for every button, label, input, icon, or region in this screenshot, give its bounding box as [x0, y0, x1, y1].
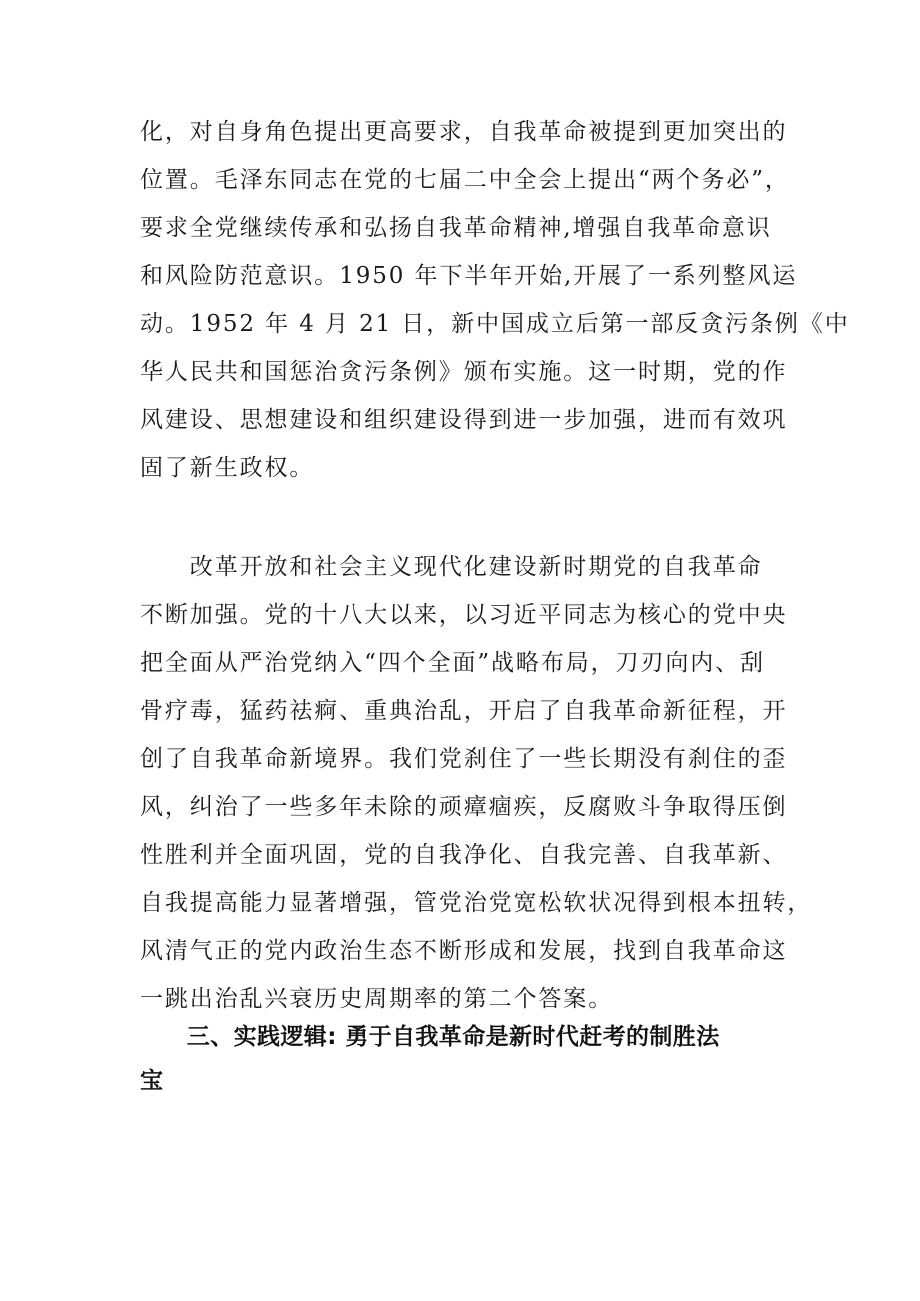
text-line: 把全面从严治党纳入“四个全面”战略布局，刀刃向内、刮	[140, 650, 765, 676]
text-line: 华人民共和国惩治贪污条例》颁布实施。这一时期，党的作	[140, 359, 788, 385]
heading-line: 宝	[140, 1068, 164, 1094]
text-line: 和风险防范意识。1950 年下半年开始,开展了一系列整风运	[140, 263, 798, 289]
text-line: 创了自我革命新境界。我们党刹住了一些长期没有刹住的歪	[140, 746, 788, 772]
section-heading	[140, 1015, 790, 1103]
heading-line: 三、实践逻辑: 勇于自我革命是新时代赶考的制胜法	[140, 1024, 720, 1050]
text-line: 自我提高能力显著增强，管党治党宽松软状况得到根本扭转，	[140, 890, 813, 916]
text-line: 不断加强。党的十八大以来，以习近平同志为核心的党中央	[140, 602, 788, 628]
text-line: 动。1952 年 4 月 21 日，新中国成立后第一部反贪污条例《中	[140, 311, 850, 337]
text-line: 改革开放和社会主义现代化建设新时期党的自我革命	[140, 554, 763, 580]
paragraph-reform-era	[140, 543, 813, 1023]
text-line: 位置。毛泽东同志在党的七届二中全会上提出“两个务必”，	[140, 167, 790, 193]
text-line: 固了新生政权。	[140, 455, 315, 481]
text-line: 性胜利并全面巩固，党的自我净化、自我完善、自我革新、	[140, 842, 788, 868]
text-line: 风，纠治了一些多年未除的顽瘴痼疾，反腐败斗争取得压倒	[140, 794, 788, 820]
text-line: 要求全党继续传承和弘扬自我革命精神,增强自我革命意识	[140, 215, 772, 241]
paragraph-early-prc	[140, 108, 850, 492]
text-line: 骨疗毒，猛药祛痾、重典治乱，开启了自我革命新征程，开	[140, 698, 788, 724]
text-line: 风建设、思想建设和组织建设得到进一步加强，进而有效巩	[140, 407, 788, 433]
text-line: 一跳出治乱兴衰历史周期率的第二个答案。	[140, 986, 614, 1012]
text-line: 化，对自身角色提出更高要求，自我革命被提到更加突出的	[140, 119, 788, 145]
text-line: 风清气正的党内政治生态不断形成和发展，找到自我革命这	[140, 938, 788, 964]
